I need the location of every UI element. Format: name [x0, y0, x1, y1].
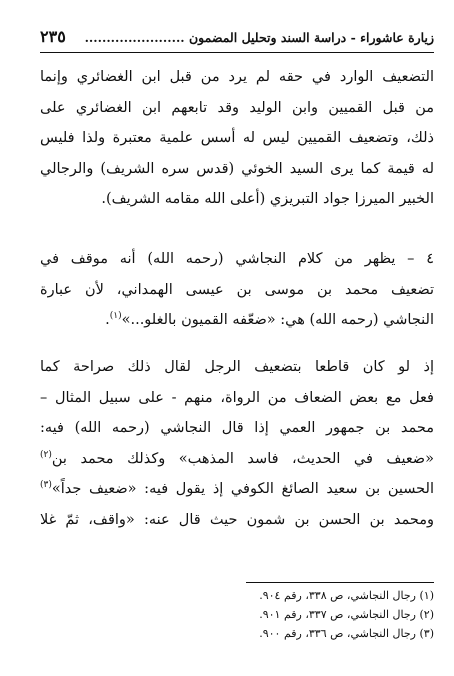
footnote-ref-2: (٢)	[40, 449, 52, 460]
text-line: التضعيف الوارد في حقه لم يرد من قبل ابن الغضائري وإنما	[40, 69, 434, 85]
line-text: الحسين بن سعيد الصائغ الكوفي إذ يقول فيه: «ضعيف جداً»	[51, 481, 434, 497]
footnote-separator	[246, 582, 434, 583]
footnote-2: (٢) رجال النجاشي، ص ٣٣٧، رقم ٩٠١.	[259, 608, 434, 621]
footnote-ref-3: (٣)	[40, 480, 52, 490]
paragraph-3	[40, 352, 434, 535]
text-line: ذلك، وتضعيف القميين ليس له أسس علمية معتبرة ولذا فليس	[40, 130, 434, 146]
text-line: الخبير الميرزا جواد التبريزي (أعلى الله مقامه الشريف).	[101, 191, 434, 207]
text-line	[40, 444, 434, 475]
text-line: ومحمد بن الحسن بن شمون حيث قال عنه: «واقف، ثمّ غلا	[40, 511, 434, 528]
text-line: له قيمة كما يرى السيد الخوئي (قدس سره الشريف) والرجالي	[40, 160, 434, 177]
text-line: النجاشي (رحمه الله) هي: «ضعّفه القميون بالغلو...»$^{(١)}$.	[105, 311, 434, 328]
line-text: «ضعيف في الحديث، فاسد المذهب» وكذلك محمد بن	[51, 450, 434, 467]
text-line: إذ لو كان قاطعا بتضعيف الرجل لقال ذلك صراحة كما	[40, 359, 434, 375]
running-header	[40, 27, 434, 53]
footnote-ref-1: (١)	[109, 311, 122, 321]
text-line: تضعيف محمد بن موسى بن عيسى الهمداني، لأن عبارة	[40, 281, 434, 298]
text-line: فعل مع بعض الضعاف من الرواة، منهم - على سبيل المثال –	[40, 389, 434, 406]
running-title: زيارة عاشوراء - دراسة السند وتحليل المضمون .......................	[84, 30, 434, 45]
paragraph-2	[40, 244, 434, 336]
footnotes	[40, 586, 434, 643]
text-line: من قبل القميين وابن الوليد وقد تابعهم ابن الغضائري على	[40, 99, 434, 116]
text-line: ٤ – يظهر من كلام النجاشي (رحمه الله) أنه موقف في	[40, 251, 434, 267]
quote-text: النجاشي (رحمه الله) هي: «ضعّفه القميون بالغلو...»	[121, 312, 434, 328]
text-line: محمد بن جمهور العمي إذا قال النجاشي (رحمه الله) فيه:	[40, 420, 434, 436]
page-number: ٢٣٥	[40, 27, 66, 46]
footnote-3: (٣) رجال النجاشي، ص ٣٣٦، رقم ٩٠٠.	[259, 627, 434, 640]
paragraph-1	[40, 62, 434, 215]
text-line	[40, 474, 434, 505]
footnote-1: (١) رجال النجاشي، ص ٣٣٨، رقم ٩٠٤.	[259, 589, 434, 602]
